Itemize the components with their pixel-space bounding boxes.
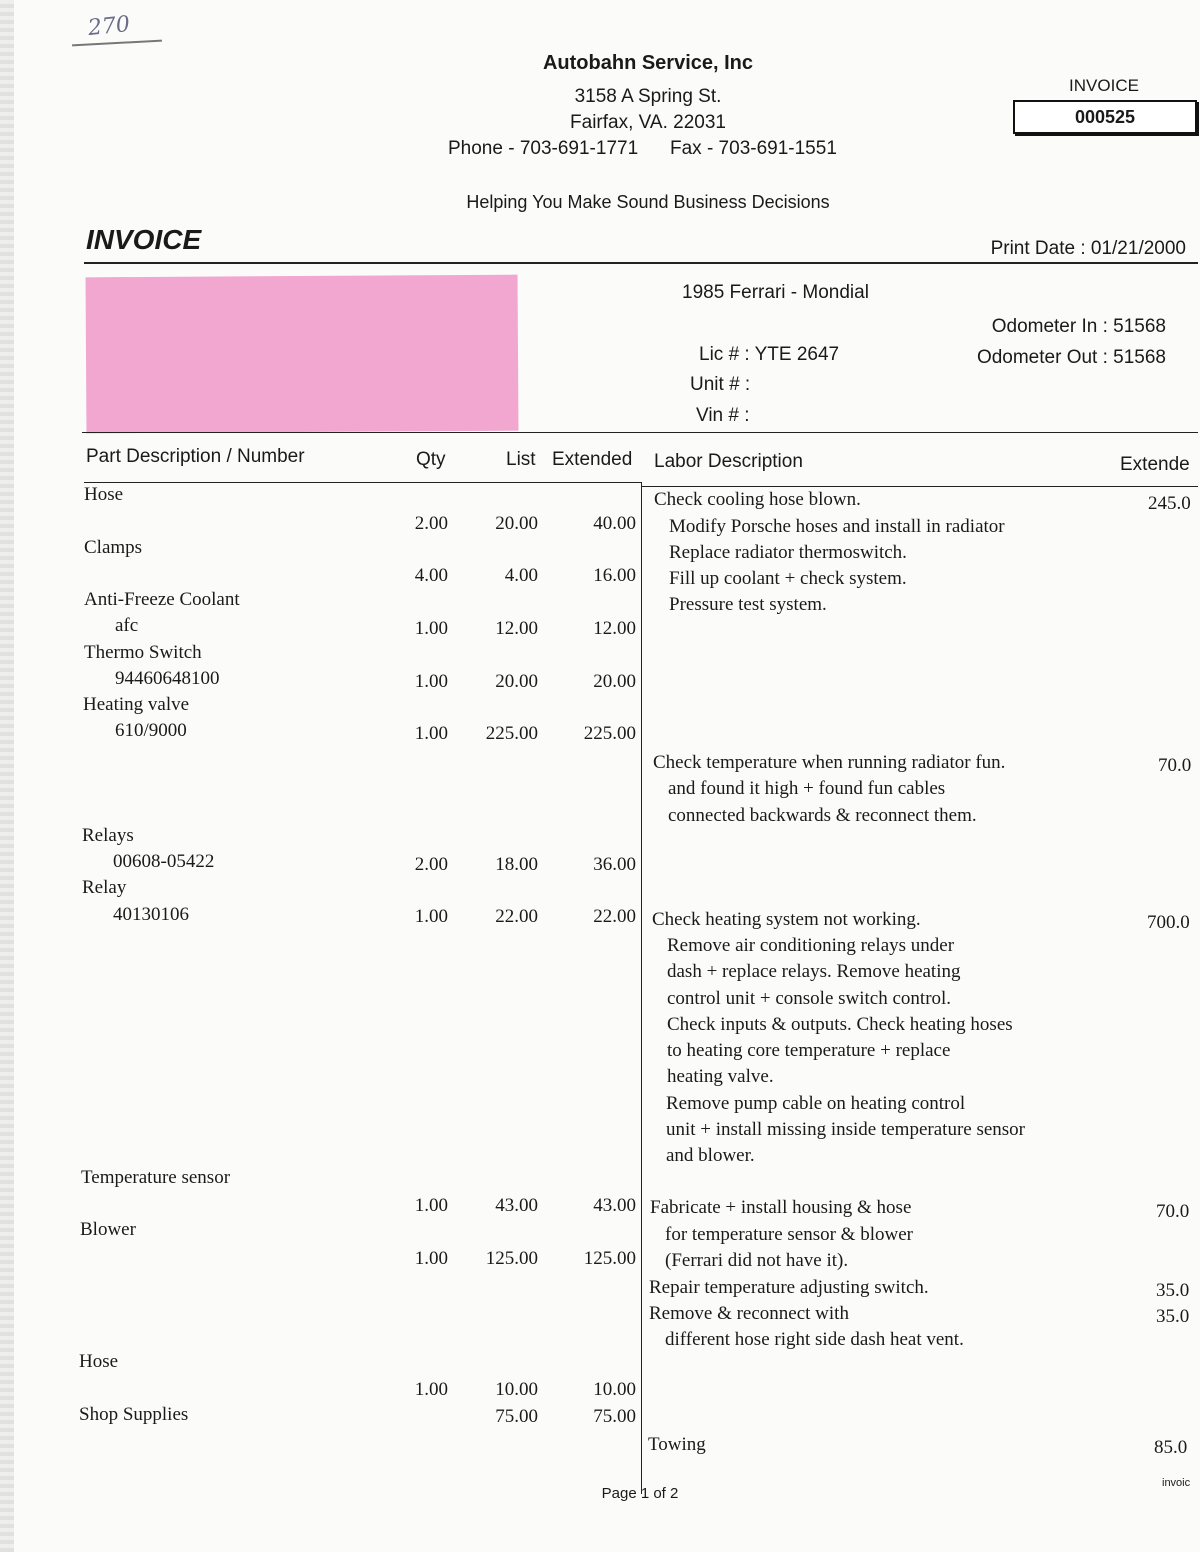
part-number: 40130106	[113, 904, 189, 925]
margin-note-underline	[72, 40, 162, 47]
part-number: afc	[115, 615, 139, 636]
part-description: Clamps	[84, 537, 143, 558]
part-list: 20.00	[495, 671, 538, 692]
header-bottom-rule-labor	[642, 486, 1198, 487]
part-number: 610/9000	[115, 720, 187, 741]
vin-number: Vin # :	[696, 405, 750, 426]
unit-number: Unit # :	[690, 374, 751, 395]
part-description: Relay	[82, 877, 127, 898]
part-description: Hose	[84, 484, 124, 505]
column-divider	[641, 482, 642, 1494]
labor-line: Replace radiator thermoswitch.	[669, 542, 907, 563]
company-fax: Fax - 703-691-1551	[670, 138, 837, 159]
labor-line: Check cooling hose blown.	[654, 489, 861, 510]
col-part-description: Part Description / Number	[86, 446, 305, 467]
labor-extended: 245.0	[1148, 493, 1191, 514]
labor-extended: 35.0	[1156, 1280, 1190, 1301]
col-labor-description: Labor Description	[654, 451, 803, 472]
part-extended: 22.00	[593, 906, 636, 927]
part-list: 20.00	[495, 513, 538, 534]
labor-line: Fabricate + install housing & hose	[650, 1197, 912, 1218]
labor-line: unit + install missing inside temperature sensor	[666, 1119, 1025, 1140]
labor-line: different hose right side dash heat vent.	[665, 1329, 964, 1350]
header-bottom-rule	[84, 482, 642, 483]
part-qty: 4.00	[414, 565, 448, 586]
part-qty: 2.00	[414, 513, 448, 534]
labor-line: (Ferrari did not have it).	[665, 1250, 849, 1271]
part-qty: 1.00	[414, 1248, 448, 1269]
company-name: Autobahn Service, Inc	[542, 52, 754, 74]
labor-extended: 85.0	[1154, 1437, 1188, 1458]
part-description: Relays	[82, 825, 134, 846]
part-list: 10.00	[495, 1379, 538, 1400]
part-extended: 20.00	[593, 671, 636, 692]
part-extended: 225.00	[583, 723, 636, 744]
part-extended: 12.00	[593, 618, 636, 639]
invoice-box-label: INVOICE	[1069, 76, 1139, 95]
labor-extended: 700.0	[1147, 912, 1190, 933]
document-title: INVOICE	[86, 224, 202, 255]
labor-line: control unit + console switch control.	[667, 988, 952, 1009]
labor-line: to heating core temperature + replace	[667, 1040, 951, 1061]
handwritten-margin-note: 270	[86, 11, 132, 42]
labor-line: Repair temperature adjusting switch.	[649, 1277, 929, 1298]
labor-line: for temperature sensor & blower	[665, 1224, 913, 1245]
part-extended: 43.00	[593, 1195, 636, 1216]
part-description: Temperature sensor	[81, 1167, 231, 1188]
part-list: 4.00	[504, 565, 538, 586]
labor-line: Check heating system not working.	[652, 909, 921, 930]
labor-line: and found it high + found fun cables	[668, 778, 946, 799]
labor-line: Remove air conditioning relays under	[667, 935, 955, 956]
labor-line: Towing	[648, 1434, 706, 1455]
col-list: List	[506, 449, 536, 470]
col-extended: Extended	[552, 449, 633, 470]
part-extended: 36.00	[593, 854, 636, 875]
part-list: 12.00	[495, 618, 538, 639]
title-rule	[84, 262, 1198, 264]
labor-extended: 70.0	[1158, 755, 1192, 776]
company-city: Fairfax, VA. 22031	[570, 112, 726, 133]
labor-extended: 35.0	[1156, 1306, 1190, 1327]
part-description: Hose	[79, 1351, 119, 1372]
labor-extended: 70.0	[1156, 1201, 1190, 1222]
footer-corner-label: invoic	[1162, 1477, 1191, 1489]
invoice-number: 000525	[1013, 100, 1197, 134]
part-qty: 1.00	[414, 1195, 448, 1216]
part-number: 94460648100	[115, 668, 220, 689]
part-list: 18.00	[495, 854, 538, 875]
part-extended: 40.00	[593, 513, 636, 534]
part-description: Shop Supplies	[79, 1404, 189, 1425]
vehicle-model: 1985 Ferrari - Mondial	[682, 282, 869, 303]
part-list: 43.00	[495, 1195, 538, 1216]
part-qty: 2.00	[414, 854, 448, 875]
col-qty: Qty	[416, 449, 446, 470]
redacted-customer-address	[86, 275, 519, 434]
part-qty: 1.00	[414, 671, 448, 692]
part-qty: 1.00	[414, 906, 448, 927]
part-description: Blower	[80, 1219, 136, 1240]
labor-line: Remove pump cable on heating control	[666, 1093, 966, 1114]
part-qty: 1.00	[414, 618, 448, 639]
labor-line: heating valve.	[667, 1066, 774, 1087]
part-description: Heating valve	[83, 694, 190, 715]
part-extended: 16.00	[593, 565, 636, 586]
part-list: 225.00	[485, 723, 538, 744]
part-extended: 10.00	[593, 1379, 636, 1400]
header-top-rule	[82, 432, 1198, 433]
license-number: Lic # : YTE 2647	[699, 344, 840, 365]
labor-line: Pressure test system.	[669, 594, 827, 615]
company-street: 3158 A Spring St.	[574, 86, 722, 107]
odometer-out: Odometer Out : 51568	[976, 347, 1166, 368]
labor-line: Check inputs & outputs. Check heating hoses	[667, 1014, 1013, 1035]
labor-line: Remove & reconnect with	[649, 1303, 849, 1324]
part-qty: 1.00	[414, 723, 448, 744]
print-date: Print Date : 01/21/2000	[990, 238, 1186, 259]
part-description: Thermo Switch	[84, 642, 202, 663]
labor-line: dash + replace relays. Remove heating	[667, 961, 961, 982]
part-list: 125.00	[485, 1248, 538, 1269]
labor-line: connected backwards & reconnect them.	[668, 805, 977, 826]
part-number: 00608-05422	[113, 851, 215, 872]
labor-line: Modify Porsche hoses and install in radiator	[669, 516, 1005, 537]
page-number: Page 1 of 2	[601, 1485, 679, 1502]
part-list: 22.00	[495, 906, 538, 927]
odometer-in: Odometer In : 51568	[991, 316, 1166, 337]
part-extended: 75.00	[593, 1406, 636, 1427]
labor-line: Fill up coolant + check system.	[669, 568, 907, 589]
binder-holes	[0, 0, 14, 1552]
col-labor-extended: Extende	[1120, 454, 1190, 475]
labor-line: and blower.	[666, 1145, 755, 1166]
labor-line: Check temperature when running radiator fun.	[653, 752, 1006, 773]
company-tagline: Helping You Make Sound Business Decisions	[466, 192, 830, 212]
part-list: 75.00	[495, 1406, 538, 1427]
part-extended: 125.00	[583, 1248, 636, 1269]
part-qty: 1.00	[414, 1379, 448, 1400]
part-description: Anti-Freeze Coolant	[84, 589, 240, 610]
company-phone: Phone - 703-691-1771	[448, 138, 639, 159]
